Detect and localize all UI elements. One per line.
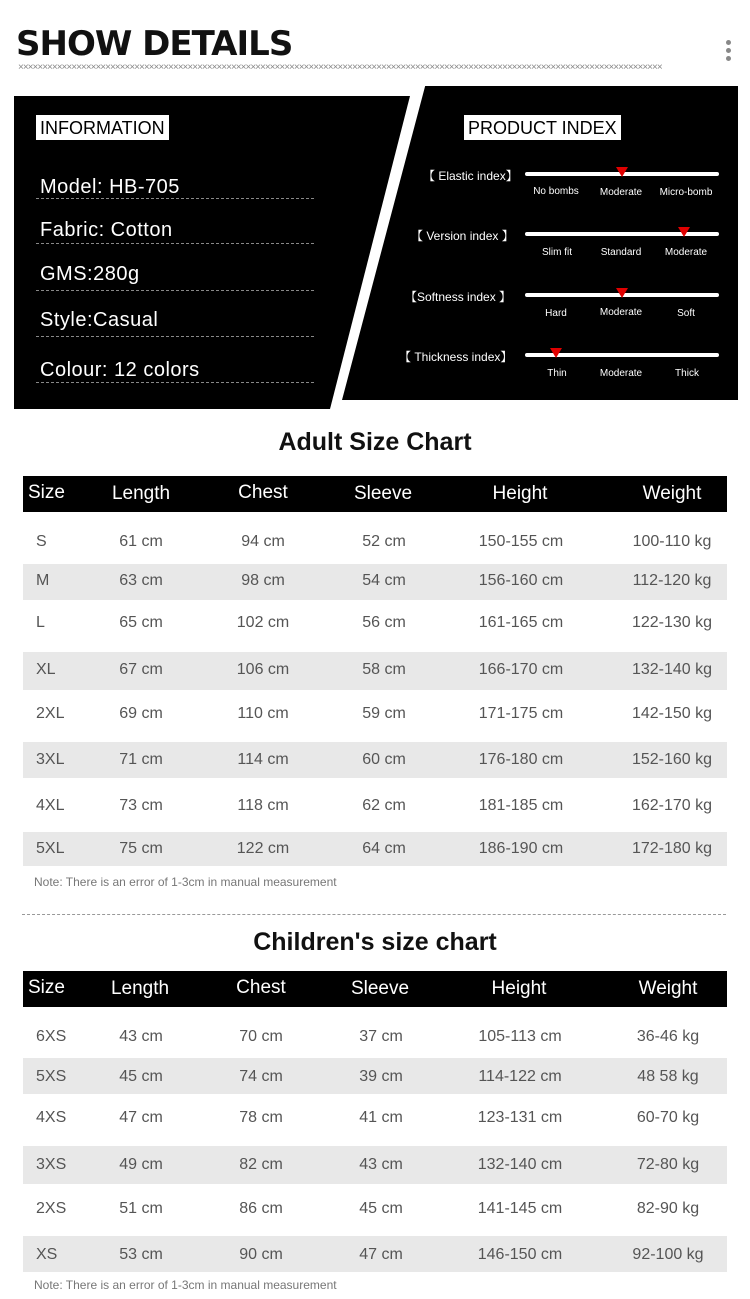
table-cell: 3XL	[36, 751, 65, 768]
column-header: Weight	[638, 978, 698, 999]
table-cell: 132-140 cm	[477, 1156, 563, 1173]
index-option: Moderate	[599, 307, 643, 318]
table-cell: 39 cm	[359, 1068, 403, 1085]
thickness-index-label: 【 Thickness index】	[399, 350, 513, 364]
table-cell: 62 cm	[362, 797, 406, 814]
table-cell: M	[36, 572, 50, 589]
column-header: Sleeve	[350, 978, 410, 999]
table-cell: 43 cm	[119, 1028, 163, 1045]
table-cell: 65 cm	[119, 614, 163, 631]
table-cell: 4XS	[36, 1109, 67, 1126]
children-measurement-note: Note: There is an error of 1-3cm in manual measurement	[34, 1278, 337, 1292]
table-cell: 106 cm	[236, 661, 290, 678]
table-cell: 100-110 kg	[632, 533, 712, 550]
info-divider	[36, 243, 314, 244]
section-divider	[22, 914, 726, 915]
table-cell: 48 58 kg	[637, 1068, 699, 1085]
table-cell: 74 cm	[239, 1068, 283, 1085]
table-cell: 45 cm	[359, 1200, 403, 1217]
children-chart-title: Children's size chart	[253, 928, 497, 956]
table-cell: 186-190 cm	[478, 840, 564, 857]
table-cell: 123-131 cm	[477, 1109, 563, 1126]
information-label: INFORMATION	[36, 115, 169, 140]
table-cell: 166-170 cm	[478, 661, 564, 678]
table-cell: 172-180 kg	[631, 840, 713, 857]
index-option: Moderate	[599, 368, 643, 379]
info-colour: Colour: 12 colors	[40, 359, 200, 381]
column-header: Sleeve	[353, 483, 413, 504]
info-fabric: Fabric: Cotton	[40, 219, 173, 241]
table-cell: 71 cm	[119, 751, 163, 768]
table-cell: 90 cm	[239, 1246, 283, 1263]
table-cell: 47 cm	[359, 1246, 403, 1263]
table-cell: 114-122 cm	[478, 1068, 562, 1085]
table-cell: 70 cm	[239, 1028, 283, 1045]
table-cell: XL	[36, 661, 56, 678]
column-header: Length	[111, 483, 171, 504]
table-cell: 82 cm	[239, 1156, 283, 1173]
table-cell: 72-80 kg	[636, 1156, 700, 1173]
table-cell: 156-160 cm	[478, 572, 564, 589]
column-header: Size	[28, 977, 65, 998]
index-option: Slim fit	[542, 247, 572, 258]
table-cell: 171-175 cm	[478, 705, 564, 722]
info-divider	[36, 290, 314, 291]
table-cell: 78 cm	[239, 1109, 283, 1126]
table-cell: 37 cm	[359, 1028, 403, 1045]
index-option: Micro-bomb	[659, 187, 713, 198]
version-index-label: 【 Version index 】	[411, 229, 514, 243]
table-cell: 98 cm	[241, 572, 285, 589]
table-cell: 41 cm	[359, 1109, 403, 1126]
table-cell: 176-180 cm	[478, 751, 564, 768]
table-cell: 118 cm	[237, 797, 289, 814]
info-gms: GMS:280g	[40, 263, 140, 285]
table-cell: 43 cm	[359, 1156, 403, 1173]
table-cell: 146-150 cm	[477, 1246, 563, 1263]
table-cell: 3XS	[36, 1156, 67, 1173]
table-cell: 60-70 kg	[636, 1109, 700, 1126]
table-cell: 122 cm	[236, 840, 290, 857]
table-cell: 59 cm	[362, 705, 406, 722]
table-cell: 152-160 kg	[631, 751, 713, 768]
table-cell: 102 cm	[236, 614, 290, 631]
table-cell: 49 cm	[119, 1156, 163, 1173]
table-cell: 114 cm	[237, 751, 289, 768]
table-cell: 53 cm	[119, 1246, 163, 1263]
column-header: Height	[491, 978, 547, 999]
info-model: Model: HB-705	[40, 176, 180, 198]
table-cell: 45 cm	[119, 1068, 163, 1085]
table-cell: 5XS	[36, 1068, 67, 1085]
product-index-label: PRODUCT INDEX	[464, 115, 621, 140]
column-header: Size	[28, 482, 65, 503]
table-cell: 141-145 cm	[477, 1200, 563, 1217]
table-cell: 47 cm	[119, 1109, 163, 1126]
index-option: Soft	[677, 308, 695, 319]
table-cell: 60 cm	[362, 751, 406, 768]
table-cell: 112-120 kg	[632, 572, 712, 589]
table-cell: 36-46 kg	[636, 1028, 700, 1045]
table-cell: XS	[36, 1246, 58, 1263]
table-cell: 150-155 cm	[478, 533, 564, 550]
table-cell: 54 cm	[362, 572, 406, 589]
table-cell: 51 cm	[119, 1200, 163, 1217]
index-option: Moderate	[599, 187, 643, 198]
adult-measurement-note: Note: There is an error of 1-3cm in manual measurement	[34, 875, 337, 889]
table-cell: 63 cm	[119, 572, 163, 589]
table-cell: S	[36, 533, 47, 550]
table-cell: 56 cm	[362, 614, 406, 631]
column-header: Weight	[642, 483, 702, 504]
table-cell: 61 cm	[119, 533, 163, 550]
version-index-marker	[678, 227, 690, 237]
table-cell: 2XL	[36, 705, 65, 722]
table-cell: 73 cm	[119, 797, 163, 814]
table-cell: 52 cm	[362, 533, 406, 550]
table-cell: 161-165 cm	[478, 614, 564, 631]
table-cell: 67 cm	[119, 661, 163, 678]
adult-chart-title: Adult Size Chart	[278, 428, 472, 456]
index-option: No bombs	[533, 186, 579, 197]
table-cell: L	[36, 614, 45, 631]
table-cell: 69 cm	[119, 705, 163, 722]
info-divider	[36, 336, 314, 337]
info-divider	[36, 382, 314, 383]
index-option: Thin	[547, 368, 567, 379]
thickness-index-marker	[550, 348, 562, 358]
column-header: Height	[492, 483, 548, 504]
table-cell: 6XS	[36, 1028, 67, 1045]
table-cell: 64 cm	[362, 840, 406, 857]
page-title: SHOW DETAILS	[16, 24, 293, 64]
table-cell: 94 cm	[241, 533, 285, 550]
elastic-index-label: 【 Elastic index】	[423, 169, 518, 183]
index-option: Moderate	[664, 247, 708, 258]
table-cell: 75 cm	[119, 840, 163, 857]
column-header: Chest	[238, 482, 288, 503]
elastic-index-marker	[616, 167, 628, 177]
more-dots-icon	[726, 40, 732, 64]
table-cell: 4XL	[36, 797, 65, 814]
index-option: Standard	[600, 247, 642, 258]
table-cell: 181-185 cm	[478, 797, 564, 814]
index-option: Thick	[675, 368, 699, 379]
table-cell: 2XS	[36, 1200, 67, 1217]
table-cell: 92-100 kg	[632, 1246, 704, 1263]
table-cell: 142-150 kg	[631, 705, 713, 722]
table-cell: 86 cm	[239, 1200, 283, 1217]
index-option: Hard	[545, 308, 567, 319]
info-divider	[36, 198, 314, 199]
table-cell: 82-90 kg	[636, 1200, 700, 1217]
table-cell: 122-130 kg	[631, 614, 713, 631]
decorative-divider: ×××××××××××××××××××××××××××××××××××××××××××××××××××××××××××××××××××××××××××××××××××××××××××××××××××××××××××××××××××××××××××××××××××××	[18, 62, 662, 73]
table-cell: 5XL	[36, 840, 65, 857]
table-cell: 110 cm	[237, 705, 289, 722]
softness-index-marker	[616, 288, 628, 298]
column-header: Length	[110, 978, 170, 999]
info-style: Style:Casual	[40, 309, 159, 331]
adult-table-header	[23, 476, 727, 512]
table-cell: 105-113 cm	[478, 1028, 562, 1045]
table-cell: 58 cm	[362, 661, 406, 678]
children-table-header	[23, 971, 727, 1007]
table-cell: 162-170 kg	[631, 797, 713, 814]
table-cell: 132-140 kg	[631, 661, 713, 678]
softness-index-label: 【Softness index 】	[405, 290, 512, 304]
column-header: Chest	[236, 977, 286, 998]
